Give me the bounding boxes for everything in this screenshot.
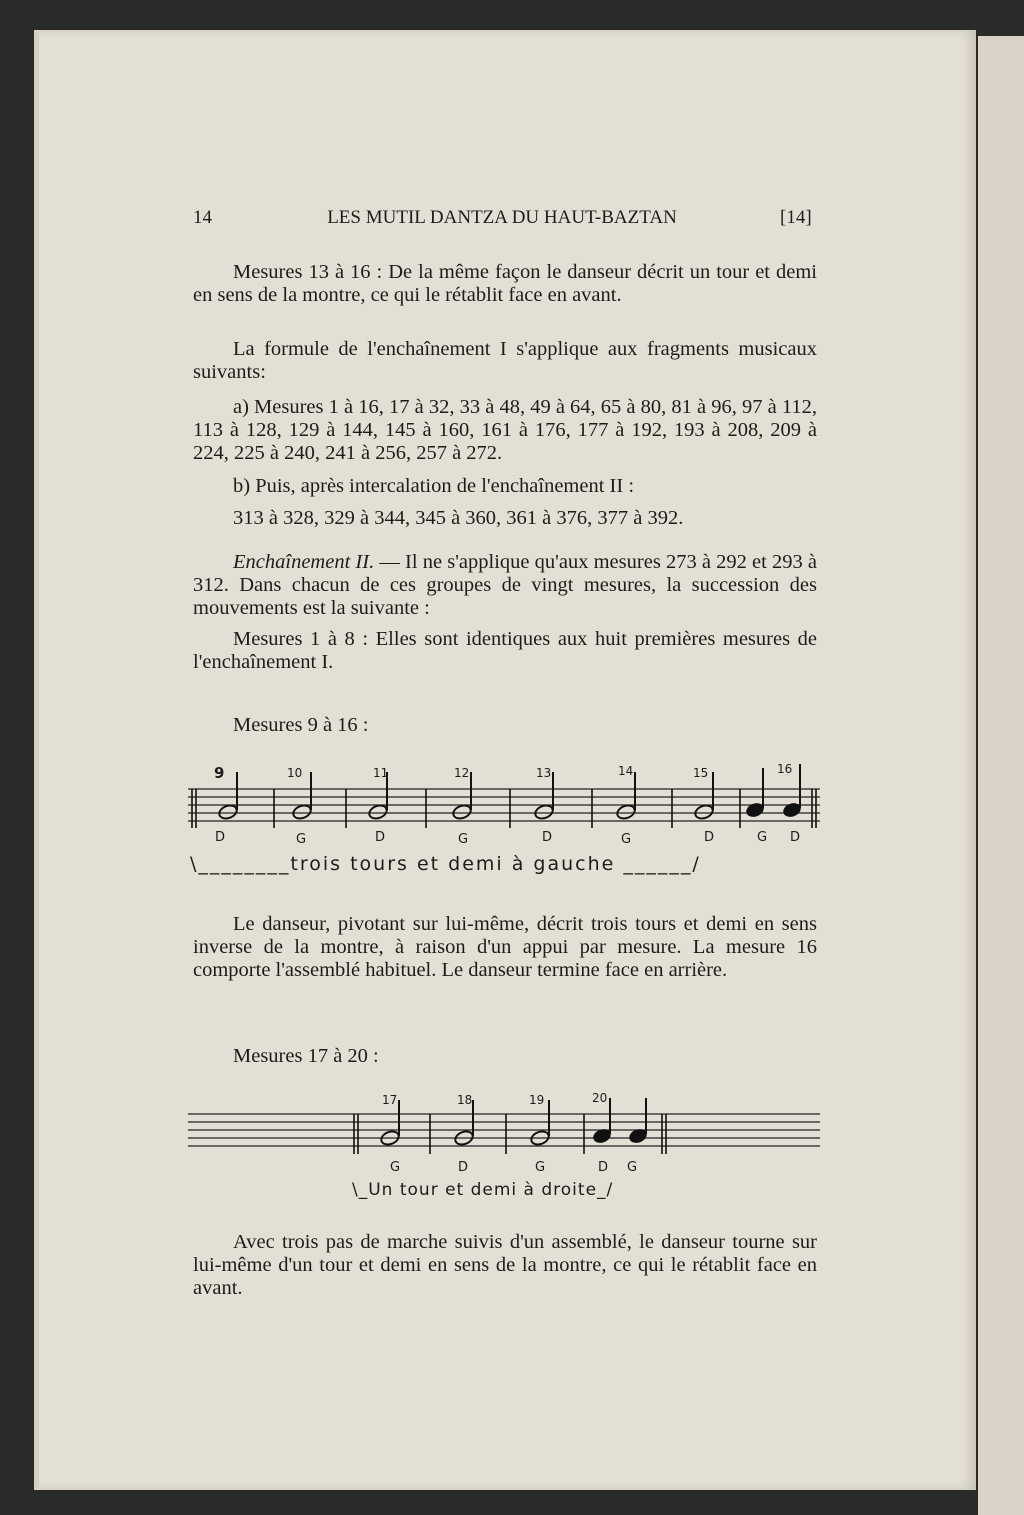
foot-label: G [296, 832, 307, 847]
paragraph-text: Le danseur, pivotant sur lui-même, décrit trois tours et demi en sens inverse de la montre, à raison d'un appui par mesure. La mesure 16 comporte l'assemblé habituel. Le danseur termine face en arrière. [193, 913, 817, 981]
foot-label: D [704, 830, 715, 845]
paragraph-text: b) Puis, après intercalation de l'enchaînement II : [233, 475, 635, 497]
measure-number: 12 [454, 766, 470, 780]
foot-label: G [535, 1160, 546, 1175]
paragraph-list-b [193, 475, 817, 498]
foot-label: G [390, 1160, 401, 1175]
measure-number: 20 [592, 1091, 608, 1105]
section-title: Enchaînement II. [233, 551, 375, 573]
running-title: LES MUTIL DANTZA DU HAUT-BAZTAN [327, 207, 677, 228]
paragraph-list-a [193, 396, 817, 464]
facing-page-edge [978, 36, 1024, 1515]
paragraph-text: Mesures 9 à 16 : [233, 714, 369, 736]
bracket-number: [14] [780, 207, 812, 228]
foot-label: G [757, 830, 768, 845]
foot-label: G [458, 832, 469, 847]
foot-label: D [542, 830, 553, 845]
measure-number: 13 [536, 766, 552, 780]
paragraph-text: 313 à 328, 329 à 344, 345 à 360, 361 à 376, 377 à 392. [233, 507, 684, 529]
paragraph-danseur-pivotant [193, 913, 817, 981]
paragraph-text: Avec trois pas de marche suivis d'un assemblé, le danseur tourne sur lui-même d'un tour et demi en sens de la montre, ce qui le rétablit face en avant. [193, 1231, 817, 1299]
paragraph-text: La formule de l'enchaînement I s'applique aux fragments musicaux suivants: [193, 338, 817, 383]
handwritten-caption-2: \_Un tour et demi à droite_/ [352, 1180, 614, 1200]
paragraph-trois-pas [193, 1231, 817, 1299]
measure-number: 9 [214, 764, 225, 782]
paragraph-mesures-13-16 [193, 261, 817, 307]
foot-label: D [598, 1160, 609, 1175]
page-edge [34, 30, 39, 1490]
measure-number: 16 [777, 762, 793, 776]
paragraph-enchainement-ii [193, 551, 817, 619]
music-staff-1 [180, 758, 830, 833]
paragraph-text: a) Mesures 1 à 16, 17 à 32, 33 à 48, 49 à 64, 65 à 80, 81 à 96, 97 à 112, 113 à 128, 129 à 144, 145 à 160, 161 à 176, 177 à 192, 193 à 208, 209 à 224, 225 à 240, 241 à 256, 257 à 272. [193, 396, 817, 464]
measure-number: 14 [618, 764, 634, 778]
label-mesures-17-20 [193, 1045, 817, 1068]
paragraph-list-b-values [193, 507, 817, 530]
paragraph-text: Mesures 17 à 20 : [233, 1045, 379, 1067]
paragraph-text: Mesures 13 à 16 : De la même façon le danseur décrit un tour et demi en sens de la montre, ce qui le rétablit face en avant. [193, 261, 817, 306]
music-staff-2 [180, 1086, 830, 1161]
measure-number: 18 [457, 1093, 473, 1107]
foot-label: D [215, 830, 226, 845]
paragraph-mesures-1-8 [193, 628, 817, 674]
paragraph-text: Mesures 1 à 8 : Elles sont identiques aux huit premières mesures de l'enchaînement I. [193, 628, 817, 673]
measure-number: 15 [693, 766, 709, 780]
measure-number: 19 [529, 1093, 545, 1107]
foot-label: D [458, 1160, 469, 1175]
label-mesures-9-16 [193, 714, 817, 737]
foot-label: D [790, 830, 801, 845]
foot-label: D [375, 830, 386, 845]
measure-number: 17 [382, 1093, 398, 1107]
page-number: 14 [193, 207, 212, 228]
paragraph-text: — Il ne s'applique qu'aux mesures 273 à 292 et 293 à 312. Dans chacun de ces groupes de vingt mesures, la succession des mouvements est la suivante : [193, 551, 818, 619]
paragraph-formule [193, 338, 817, 384]
foot-label: G [621, 832, 632, 847]
measure-number: 11 [373, 766, 389, 780]
handwritten-caption-1: \________trois tours et demi à gauche ______/ [190, 853, 701, 875]
measure-number: 10 [287, 766, 303, 780]
foot-label: G [627, 1160, 638, 1175]
